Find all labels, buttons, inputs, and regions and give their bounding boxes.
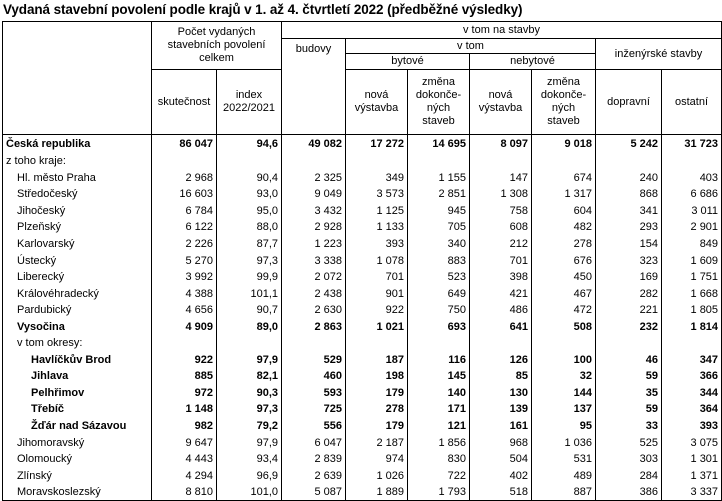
cell-value: 278 (346, 401, 408, 418)
cell-value: 676 (532, 252, 596, 269)
cell-value: 3 992 (152, 269, 217, 286)
cell-value: 523 (408, 269, 470, 286)
cell-value: 2 226 (152, 236, 217, 253)
cell-value: 6 784 (152, 203, 217, 220)
cell-value: 982 (152, 418, 217, 435)
cell-value: 232 (596, 318, 662, 335)
cell-value: 198 (346, 368, 408, 385)
cell-value: 31 723 (662, 135, 722, 154)
row-label: v tom okresy: (3, 335, 152, 352)
cell-value: 1 668 (662, 285, 722, 302)
cell-value: 16 603 (152, 186, 217, 203)
cell-value: 674 (532, 170, 596, 187)
cell-value: 79,2 (217, 418, 282, 435)
cell-value: 2 325 (282, 170, 346, 187)
table-row (3, 418, 722, 435)
cell-value: 1 889 (346, 484, 408, 501)
table-row (3, 285, 722, 302)
cell-value: 121 (408, 418, 470, 435)
cell-value: 3 075 (662, 434, 722, 451)
cell-value: 4 443 (152, 451, 217, 468)
cell-value: 460 (282, 368, 346, 385)
cell-value: 482 (532, 219, 596, 236)
cell-value: 33 (596, 418, 662, 435)
cell-value: 88,0 (217, 219, 282, 236)
cell-value: 1 021 (346, 318, 408, 335)
cell-value: 3 573 (346, 186, 408, 203)
cell-value: 2 863 (282, 318, 346, 335)
cell-value: 147 (470, 170, 532, 187)
row-label: Havlíčkův Brod (3, 352, 152, 369)
cell-value: 90,7 (217, 302, 282, 319)
cell-value: 349 (346, 170, 408, 187)
cell-value: 82,1 (217, 368, 282, 385)
cell-value: 137 (532, 401, 596, 418)
cell-value: 472 (532, 302, 596, 319)
cell-value: 2 630 (282, 302, 346, 319)
header-bytove: bytové (346, 54, 470, 70)
row-label: Olomoucký (3, 451, 152, 468)
header-region (3, 22, 152, 135)
cell-value: 4 656 (152, 302, 217, 319)
cell-value: 179 (346, 418, 408, 435)
cell-value: 593 (282, 385, 346, 402)
cell-value: 705 (408, 219, 470, 236)
cell-value: 725 (282, 401, 346, 418)
cell-value (408, 153, 470, 170)
cell-value: 97,9 (217, 352, 282, 369)
cell-value: 9 647 (152, 434, 217, 451)
cell-value: 2 072 (282, 269, 346, 286)
cell-value: 49 082 (282, 135, 346, 154)
permits-table (2, 21, 722, 501)
cell-value: 2 839 (282, 451, 346, 468)
page-title: Vydaná stavební povolení podle krajů v 1. až 4. čtvrtletí 2022 (předběžné výsledky) (3, 2, 523, 17)
cell-value: 4 909 (152, 318, 217, 335)
cell-value (662, 335, 722, 352)
cell-value: 504 (470, 451, 532, 468)
header-inzenyrske: inženýrské stavby (596, 39, 722, 70)
cell-value: 486 (470, 302, 532, 319)
cell-value: 750 (408, 302, 470, 319)
row-label: Pardubický (3, 302, 152, 319)
cell-value: 1 026 (346, 467, 408, 484)
cell-value: 364 (662, 401, 722, 418)
cell-value: 90,3 (217, 385, 282, 402)
cell-value: 1 856 (408, 434, 470, 451)
cell-value: 139 (470, 401, 532, 418)
cell-value: 99,9 (217, 269, 282, 286)
cell-value: 649 (408, 285, 470, 302)
cell-value: 4 294 (152, 467, 217, 484)
cell-value: 161 (470, 418, 532, 435)
cell-value: 403 (662, 170, 722, 187)
header-v-tom: v tom (346, 39, 596, 54)
row-label: Plzeňský (3, 219, 152, 236)
row-label: Středočeský (3, 186, 152, 203)
cell-value: 93,4 (217, 451, 282, 468)
cell-value (596, 335, 662, 352)
cell-value: 179 (346, 385, 408, 402)
cell-value: 393 (346, 236, 408, 253)
table-row (3, 484, 722, 501)
cell-value: 97,3 (217, 252, 282, 269)
cell-value: 93,0 (217, 186, 282, 203)
cell-value: 140 (408, 385, 470, 402)
cell-value (152, 335, 217, 352)
row-label: Česká republika (3, 135, 152, 154)
cell-value: 972 (152, 385, 217, 402)
row-label: z toho kraje: (3, 153, 152, 170)
cell-value: 6 047 (282, 434, 346, 451)
row-label: Jihlava (3, 368, 152, 385)
cell-value: 758 (470, 203, 532, 220)
cell-value: 46 (596, 352, 662, 369)
cell-value: 701 (346, 269, 408, 286)
cell-value: 59 (596, 368, 662, 385)
cell-value (408, 335, 470, 352)
row-label: Jihomoravský (3, 434, 152, 451)
cell-value: 85 (470, 368, 532, 385)
cell-value: 282 (596, 285, 662, 302)
cell-value: 525 (596, 434, 662, 451)
cell-value: 187 (346, 352, 408, 369)
cell-value (282, 335, 346, 352)
row-label: Jihočeský (3, 203, 152, 220)
cell-value: 604 (532, 203, 596, 220)
cell-value: 5 242 (596, 135, 662, 154)
cell-value: 887 (532, 484, 596, 501)
cell-value (532, 153, 596, 170)
cell-value: 240 (596, 170, 662, 187)
cell-value: 171 (408, 401, 470, 418)
cell-value (596, 153, 662, 170)
cell-value: 2 968 (152, 170, 217, 187)
row-label: Karlovarský (3, 236, 152, 253)
cell-value: 59 (596, 401, 662, 418)
cell-value: 14 695 (408, 135, 470, 154)
cell-value: 450 (532, 269, 596, 286)
cell-value: 885 (152, 368, 217, 385)
header-nebytove: nebytové (470, 54, 596, 70)
cell-value: 6 122 (152, 219, 217, 236)
cell-value: 922 (346, 302, 408, 319)
cell-value: 293 (596, 219, 662, 236)
cell-value: 901 (346, 285, 408, 302)
row-label: Pelhřimov (3, 385, 152, 402)
cell-value: 393 (662, 418, 722, 435)
table-row (3, 236, 722, 253)
cell-value (282, 153, 346, 170)
header-budovy: budovy (282, 39, 346, 135)
row-label: Žďár nad Sázavou (3, 418, 152, 435)
cell-value: 402 (470, 467, 532, 484)
table-row (3, 318, 722, 335)
cell-value (346, 335, 408, 352)
cell-value: 100 (532, 352, 596, 369)
cell-value: 1 148 (152, 401, 217, 418)
row-label: Ústecký (3, 252, 152, 269)
cell-value: 145 (408, 368, 470, 385)
cell-value: 116 (408, 352, 470, 369)
cell-value: 95,0 (217, 203, 282, 220)
cell-value: 1 609 (662, 252, 722, 269)
table-row (3, 401, 722, 418)
cell-value: 17 272 (346, 135, 408, 154)
cell-value: 1 805 (662, 302, 722, 319)
cell-value: 5 270 (152, 252, 217, 269)
cell-value: 347 (662, 352, 722, 369)
cell-value: 722 (408, 467, 470, 484)
cell-value: 693 (408, 318, 470, 335)
row-label: Hl. město Praha (3, 170, 152, 187)
cell-value: 8 097 (470, 135, 532, 154)
cell-value (470, 335, 532, 352)
cell-value: 8 810 (152, 484, 217, 501)
header-bytove-zmena: změna dokonče-ných staveb (408, 70, 470, 135)
cell-value: 97,3 (217, 401, 282, 418)
cell-value: 830 (408, 451, 470, 468)
header-nebytove-nova: nová výstavba (470, 70, 532, 135)
table-row (3, 434, 722, 451)
cell-value: 1 155 (408, 170, 470, 187)
row-label: Třebíč (3, 401, 152, 418)
cell-value: 212 (470, 236, 532, 253)
cell-value: 518 (470, 484, 532, 501)
header-skutecnost: skutečnost (152, 70, 217, 135)
cell-value: 1 301 (662, 451, 722, 468)
cell-value: 144 (532, 385, 596, 402)
cell-value: 1 036 (532, 434, 596, 451)
cell-value: 1 814 (662, 318, 722, 335)
cell-value: 556 (282, 418, 346, 435)
cell-value (662, 153, 722, 170)
cell-value: 1 133 (346, 219, 408, 236)
cell-value: 101,1 (217, 285, 282, 302)
table-row (3, 186, 722, 203)
cell-value (532, 335, 596, 352)
cell-value: 9 018 (532, 135, 596, 154)
cell-value: 344 (662, 385, 722, 402)
cell-value (470, 153, 532, 170)
cell-value: 341 (596, 203, 662, 220)
table-row (3, 302, 722, 319)
cell-value: 4 388 (152, 285, 217, 302)
cell-value: 6 686 (662, 186, 722, 203)
cell-value: 3 011 (662, 203, 722, 220)
cell-value: 96,9 (217, 467, 282, 484)
cell-value (152, 153, 217, 170)
cell-value: 467 (532, 285, 596, 302)
cell-value: 2 438 (282, 285, 346, 302)
cell-value: 32 (532, 368, 596, 385)
cell-value: 922 (152, 352, 217, 369)
cell-value: 340 (408, 236, 470, 253)
cell-value: 9 049 (282, 186, 346, 203)
header-index: index 2022/2021 (217, 70, 282, 135)
cell-value: 97,9 (217, 434, 282, 451)
row-label: Královéhradecký (3, 285, 152, 302)
cell-value: 1 371 (662, 467, 722, 484)
header-bytove-nova: nová výstavba (346, 70, 408, 135)
cell-value: 421 (470, 285, 532, 302)
table-row (3, 269, 722, 286)
cell-value: 284 (596, 467, 662, 484)
row-label: Moravskoslezský (3, 484, 152, 501)
table-row (3, 467, 722, 484)
cell-value: 3 338 (282, 252, 346, 269)
cell-value: 868 (596, 186, 662, 203)
cell-value: 101,0 (217, 484, 282, 501)
table-row (3, 368, 722, 385)
header-dopravni: dopravní (596, 70, 662, 135)
table-row (3, 219, 722, 236)
cell-value: 2 639 (282, 467, 346, 484)
row-label: Vysočina (3, 318, 152, 335)
header-pocet: Počet vydaných stavebních povolení celkem (152, 22, 282, 70)
table-row (3, 135, 722, 154)
cell-value: 89,0 (217, 318, 282, 335)
cell-value: 366 (662, 368, 722, 385)
cell-value: 1 793 (408, 484, 470, 501)
cell-value: 95 (532, 418, 596, 435)
cell-value: 849 (662, 236, 722, 253)
cell-value: 974 (346, 451, 408, 468)
cell-value: 154 (596, 236, 662, 253)
cell-value: 608 (470, 219, 532, 236)
row-label: Liberecký (3, 269, 152, 286)
cell-value: 1 078 (346, 252, 408, 269)
cell-value (346, 153, 408, 170)
cell-value: 489 (532, 467, 596, 484)
cell-value: 1 317 (532, 186, 596, 203)
cell-value: 3 337 (662, 484, 722, 501)
cell-value: 5 087 (282, 484, 346, 501)
table-row (3, 451, 722, 468)
cell-value: 130 (470, 385, 532, 402)
table-row (3, 203, 722, 220)
cell-value: 35 (596, 385, 662, 402)
cell-value: 3 432 (282, 203, 346, 220)
cell-value: 2 901 (662, 219, 722, 236)
cell-value: 169 (596, 269, 662, 286)
header-nebytove-zmena: změna dokonče-ných staveb (532, 70, 596, 135)
cell-value (217, 335, 282, 352)
cell-value: 398 (470, 269, 532, 286)
cell-value: 2 187 (346, 434, 408, 451)
cell-value: 87,7 (217, 236, 282, 253)
cell-value: 529 (282, 352, 346, 369)
table-row (3, 170, 722, 187)
table-row (3, 335, 722, 352)
header-ostatni: ostatní (662, 70, 722, 135)
cell-value: 531 (532, 451, 596, 468)
row-label: Zlínský (3, 467, 152, 484)
table-row (3, 385, 722, 402)
cell-value: 1 308 (470, 186, 532, 203)
cell-value: 126 (470, 352, 532, 369)
cell-value: 90,4 (217, 170, 282, 187)
table-row (3, 153, 722, 170)
table-row (3, 252, 722, 269)
table-row (3, 352, 722, 369)
cell-value: 86 047 (152, 135, 217, 154)
cell-value: 1 751 (662, 269, 722, 286)
cell-value: 323 (596, 252, 662, 269)
cell-value: 883 (408, 252, 470, 269)
cell-value: 303 (596, 451, 662, 468)
cell-value: 386 (596, 484, 662, 501)
cell-value: 2 851 (408, 186, 470, 203)
cell-value (217, 153, 282, 170)
header-v-tom-na-stavby: v tom na stavby (282, 22, 722, 39)
cell-value: 1 223 (282, 236, 346, 253)
cell-value: 2 928 (282, 219, 346, 236)
cell-value: 278 (532, 236, 596, 253)
cell-value: 94,6 (217, 135, 282, 154)
cell-value: 641 (470, 318, 532, 335)
cell-value: 221 (596, 302, 662, 319)
cell-value: 968 (470, 434, 532, 451)
cell-value: 945 (408, 203, 470, 220)
cell-value: 508 (532, 318, 596, 335)
cell-value: 701 (470, 252, 532, 269)
cell-value: 1 125 (346, 203, 408, 220)
